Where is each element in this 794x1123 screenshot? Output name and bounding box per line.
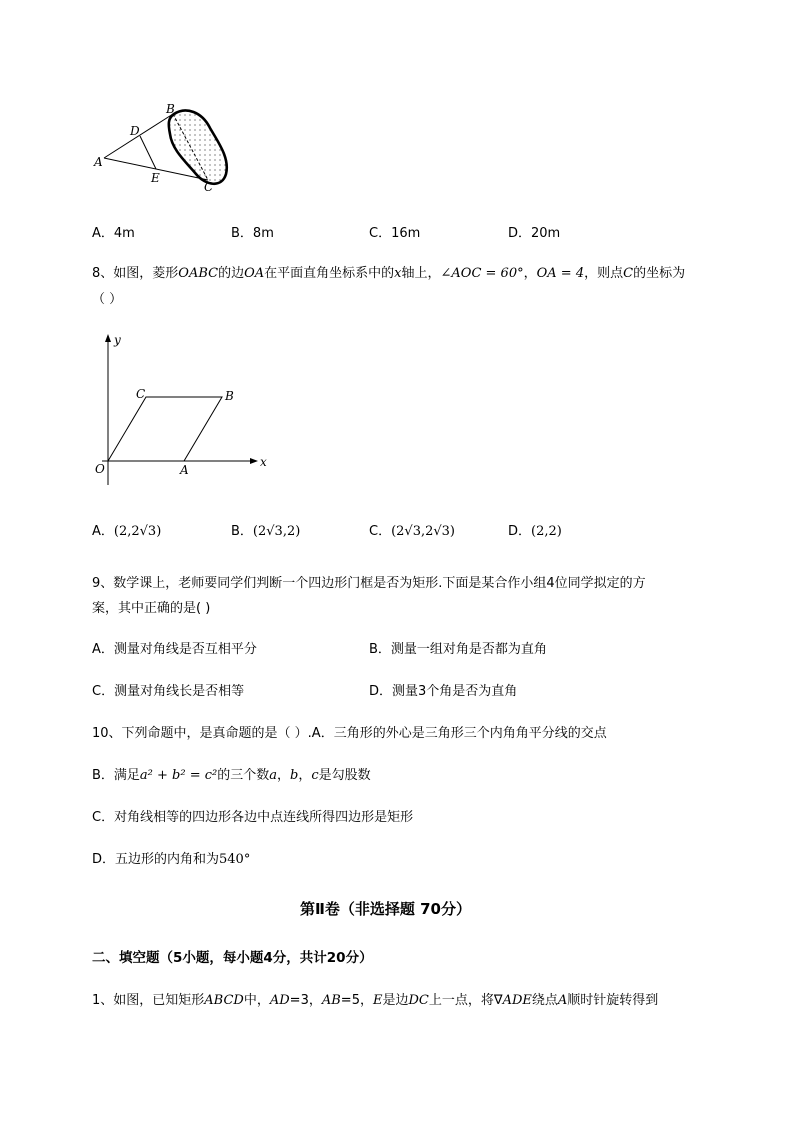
q8-option-b: B．(2√3,2) [231,524,301,539]
q8-option-d: D．(2,2) [508,524,562,539]
q9-stem-line2: 案，其中正确的是( ) [92,601,211,616]
q10-stem: 10、下列命题中，是真命题的是（ ）.A．三角形的外心是三角形三个内角角平分线的交点 [92,726,607,741]
label-O: O [95,462,105,476]
q7-option-a: A．4m [92,226,135,241]
q10-option-b: B．满足a² + b² = c²的三个数a，b，c是勾股数 [92,768,371,783]
label-C: C [136,387,146,401]
label-B: B [166,102,175,116]
q9-option-c: C．测量对角线长是否相等 [92,684,245,699]
lake-shape [169,110,227,183]
q7-figure [88,98,238,198]
label-y: y [114,333,121,347]
x-axis-arrow [250,458,258,464]
q7-option-b: B．8m [231,226,274,241]
label-B: B [225,389,234,403]
q9-option-a: A．测量对角线是否互相平分 [92,642,257,657]
label-C: C [204,180,214,194]
label-E: E [151,171,160,185]
section2-title: 第Ⅱ卷（非选择题 70分） [300,900,471,918]
q10-option-c: C．对角线相等的四边形各边中点连线所得四边形是矩形 [92,810,414,825]
label-D: D [130,124,140,138]
q9-option-b: B．测量一组对角是否都为直角 [369,642,547,657]
section2-q1: 1、如图，已知矩形ABCD中，AD=3，AB=5，E是边DC上一点，将∇ADE绕点A顺时针旋转得到 [92,993,659,1008]
q8-option-a: A．(2,2√3) [92,524,162,539]
q8-figure [88,330,278,490]
label-x: x [260,455,267,469]
q8-stem-line1: 8、如图，菱形OABC的边OA在平面直角坐标系中的x轴上，∠AOC = 60°，OA = 4，则点C的坐标为 [92,266,686,281]
q7-option-c: C．16m [369,226,421,241]
rhombus-OABC [108,397,222,461]
line-DE [140,136,156,169]
q10-option-d: D．五边形的内角和为540° [92,852,251,867]
label-A: A [94,155,103,169]
section2-part-title: 二、填空题（5小题，每小题4分，共计20分） [92,950,373,966]
q9-option-d: D．测量3个角是否为直角 [369,684,518,699]
y-axis-arrow [105,334,111,342]
label-A: A [180,463,189,477]
q9-stem-line1: 9、数学课上，老师要同学们判断一个四边形门框是否为矩形.下面是某合作小组4位同学拟定的方 [92,576,646,591]
q7-option-d: D．20m [508,226,561,241]
q8-stem-line2: （ ） [92,292,123,307]
q8-option-c: C．(2√3,2√3) [369,524,456,539]
